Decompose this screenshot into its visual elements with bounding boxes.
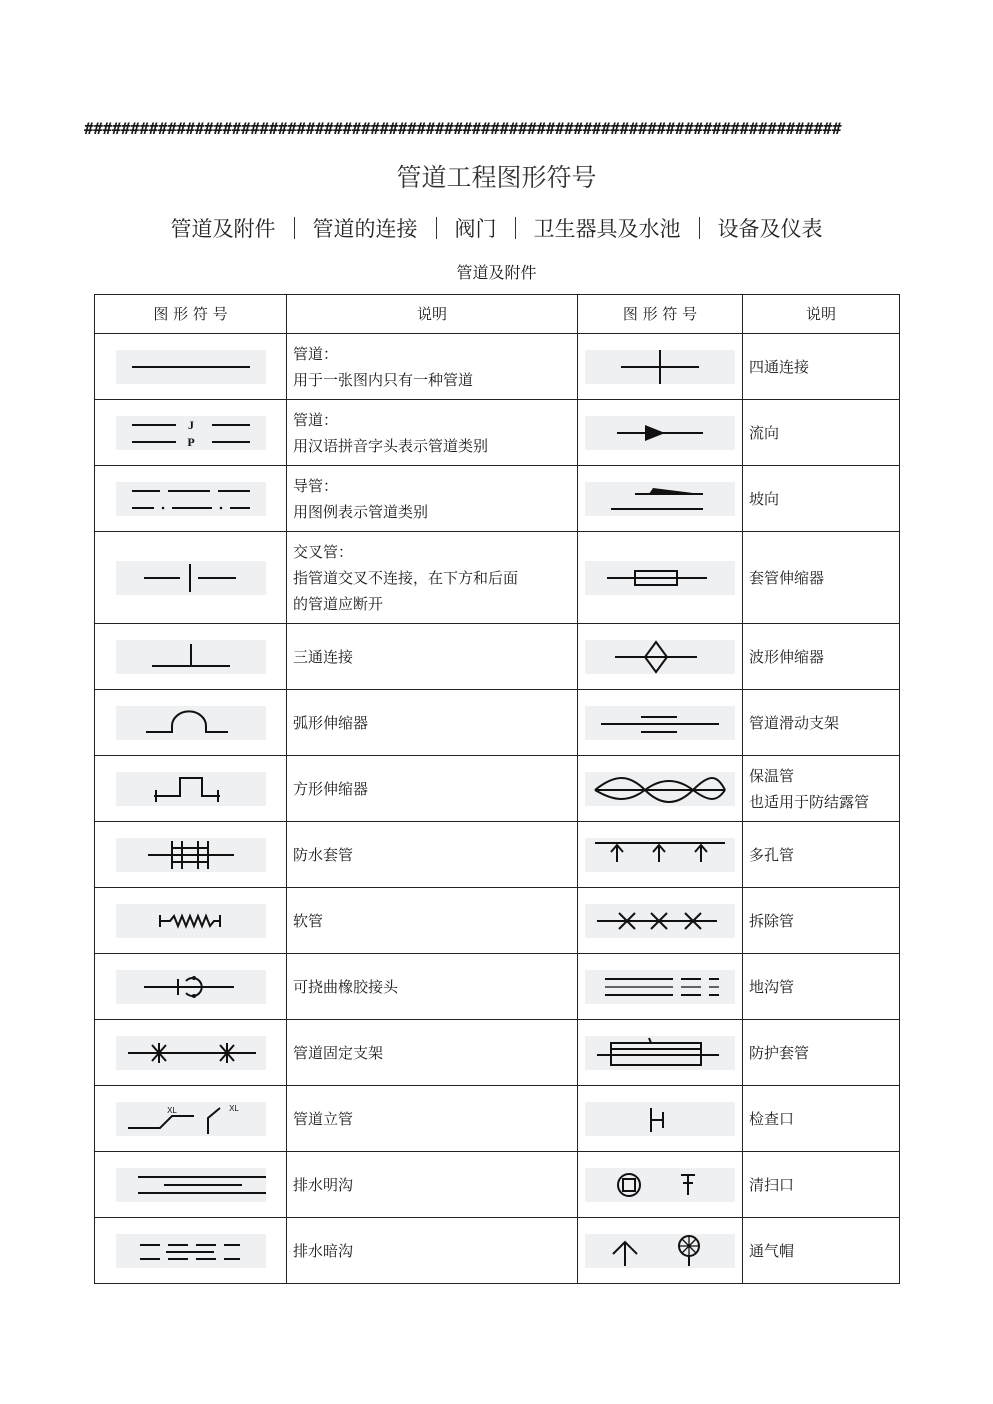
- nav-divider: [699, 217, 700, 239]
- symbol-cell: [95, 532, 287, 624]
- inspection-opening-icon: [585, 1102, 735, 1136]
- cleanout-icon: [585, 1168, 735, 1202]
- description-cell: [743, 532, 900, 624]
- description-cell: [287, 690, 578, 756]
- header-description: 说明: [287, 295, 578, 334]
- description-cell: [287, 334, 578, 400]
- description-line: 管道：: [293, 410, 339, 429]
- four-way-connection-icon: [585, 350, 735, 384]
- symbol-cell: [578, 1020, 743, 1086]
- symbol-cell: [578, 822, 743, 888]
- description-line: 管道立管: [293, 1109, 354, 1128]
- table-row: [95, 756, 900, 822]
- table-row: [95, 822, 900, 888]
- description-line: 多孔管: [749, 845, 795, 864]
- symbol-cell: [95, 822, 287, 888]
- table-row: [95, 334, 900, 400]
- vent-cap-icon: [585, 1234, 735, 1268]
- symbol-cell: [95, 466, 287, 532]
- table-row: [95, 466, 900, 532]
- table-row: [95, 690, 900, 756]
- waterproof-sleeve-icon: [116, 838, 266, 872]
- description-cell: [287, 466, 578, 532]
- sleeve-expansion-joint-icon: [585, 561, 735, 595]
- table-row: [95, 954, 900, 1020]
- description-cell: [287, 822, 578, 888]
- symbol-cell: [578, 756, 743, 822]
- flexible-rubber-joint-icon: [116, 970, 266, 1004]
- description-cell: [287, 532, 578, 624]
- fixed-support-icon: [116, 1036, 266, 1070]
- description-cell: [743, 954, 900, 1020]
- symbol-cell: [95, 1020, 287, 1086]
- section-subtitle: 管道及附件: [456, 263, 537, 282]
- symbol-cell: [578, 954, 743, 1020]
- description-line: 流向: [749, 423, 780, 442]
- description-line: 波形伸缩器: [749, 647, 825, 666]
- description-line: 坡向: [749, 489, 780, 508]
- description-line: 软管: [293, 911, 324, 930]
- description-cell: [743, 1218, 900, 1284]
- description-line: 防水套管: [293, 845, 354, 864]
- pipe-letter-type-icon: [116, 416, 266, 450]
- table-row: [95, 1152, 900, 1218]
- pipe-letter-j: J: [187, 417, 194, 432]
- tee-connection-icon: [116, 640, 266, 674]
- description-line: 地沟管: [749, 977, 795, 996]
- description-line: 管道固定支架: [293, 1043, 384, 1062]
- nav-sanitary-fixtures[interactable]: 卫生器具及水池: [533, 217, 681, 241]
- dismantled-pipe-icon: [585, 904, 735, 938]
- nav-pipe-connections[interactable]: 管道的连接: [312, 217, 418, 241]
- covered-drain-icon: [116, 1234, 266, 1268]
- table-row: [95, 1020, 900, 1086]
- description-line: 防护套管: [749, 1043, 810, 1062]
- description-line: 检查口: [749, 1109, 795, 1128]
- description-line: 的管道应断开: [293, 594, 384, 613]
- perforated-pipe-icon: [585, 838, 735, 872]
- symbol-cell: [95, 954, 287, 1020]
- description-cell: [287, 1086, 578, 1152]
- description-cell: [743, 1086, 900, 1152]
- trench-pipe-icon: [585, 970, 735, 1004]
- table-row: [95, 532, 900, 624]
- nav-valves[interactable]: 阀门: [454, 217, 497, 241]
- description-cell: [287, 624, 578, 690]
- nav-divider: [515, 217, 516, 239]
- square-expansion-joint-icon: [116, 772, 266, 806]
- table-row: [95, 400, 900, 466]
- symbol-cell: [95, 756, 287, 822]
- description-line: 通气帽: [749, 1241, 795, 1260]
- nav-equipment-instruments[interactable]: 设备及仪表: [717, 217, 823, 241]
- description-cell: [287, 756, 578, 822]
- description-cell: [743, 334, 900, 400]
- symbol-table: [94, 294, 900, 1284]
- symbol-cell: [95, 400, 287, 466]
- category-nav: [0, 212, 993, 246]
- symbol-cell: [578, 334, 743, 400]
- description-cell: [743, 756, 900, 822]
- description-cell: [287, 954, 578, 1020]
- description-line: 用图例表示管道类别: [293, 502, 429, 521]
- description-line: 管道：: [293, 344, 339, 363]
- flexible-hose-icon: [116, 904, 266, 938]
- symbol-cell: [95, 1218, 287, 1284]
- riser-mark-xl: XL: [228, 1103, 239, 1113]
- description-line: 用于一张图内只有一种管道: [293, 370, 474, 389]
- description-line: 排水暗沟: [293, 1241, 354, 1260]
- table-row: [95, 624, 900, 690]
- symbol-cell: [578, 400, 743, 466]
- description-cell: [743, 822, 900, 888]
- description-cell: [287, 888, 578, 954]
- description-line: 用汉语拼音字头表示管道类别: [293, 436, 489, 455]
- header-symbol: 图 形 符 号: [95, 295, 287, 334]
- nav-pipes-fittings[interactable]: 管道及附件: [170, 217, 276, 241]
- nav-divider: [294, 217, 295, 239]
- description-line: 四通连接: [749, 357, 810, 376]
- symbol-cell: [578, 690, 743, 756]
- symbol-cell: [95, 888, 287, 954]
- protective-sleeve-icon: [585, 1036, 735, 1070]
- hash-separator: ##################################################################################: [84, 119, 842, 138]
- description-line: 排水明沟: [293, 1175, 354, 1194]
- slope-direction-icon: [585, 482, 735, 516]
- description-line: 可挠曲橡胶接头: [293, 977, 399, 996]
- symbol-cell: [578, 466, 743, 532]
- symbol-cell: [95, 1086, 287, 1152]
- description-cell: [287, 1020, 578, 1086]
- description-line: 保温管: [749, 766, 795, 785]
- description-line: 管道滑动支架: [749, 713, 840, 732]
- description-line: 弧形伸缩器: [293, 713, 369, 732]
- description-line: 导管：: [293, 476, 339, 495]
- description-line: 清扫口: [749, 1175, 795, 1194]
- table-row: [95, 1086, 900, 1152]
- description-line: 指管道交叉不连接，在下方和后面: [293, 568, 519, 587]
- description-cell: [287, 1218, 578, 1284]
- description-cell: [743, 1020, 900, 1086]
- insulated-pipe-icon: [585, 772, 735, 806]
- description-line: 交叉管：: [293, 542, 354, 561]
- nav-divider: [436, 217, 437, 239]
- description-cell: [743, 888, 900, 954]
- description-cell: [287, 1152, 578, 1218]
- symbol-cell: [95, 334, 287, 400]
- description-cell: [743, 400, 900, 466]
- description-line: 方形伸缩器: [293, 779, 369, 798]
- pipe-letter-p: P: [186, 434, 195, 449]
- table-header-row: [95, 295, 900, 334]
- description-line: 拆除管: [749, 911, 795, 930]
- description-cell: [743, 1152, 900, 1218]
- description-line: 三通连接: [293, 647, 354, 666]
- table-row: [95, 1218, 900, 1284]
- description-cell: [743, 466, 900, 532]
- symbol-cell: [578, 888, 743, 954]
- symbol-cell: [578, 624, 743, 690]
- sliding-support-icon: [585, 706, 735, 740]
- description-cell: [743, 624, 900, 690]
- page-title: 管道工程图形符号: [396, 163, 597, 192]
- riser-pipe-icon: [116, 1102, 266, 1136]
- guide-pipe-icon: [116, 482, 266, 516]
- symbol-cell: [95, 690, 287, 756]
- symbol-cell: [95, 624, 287, 690]
- bellows-expansion-joint-icon: [585, 640, 735, 674]
- arc-expansion-joint-icon: [116, 706, 266, 740]
- description-cell: [287, 400, 578, 466]
- flow-direction-icon: [585, 416, 735, 450]
- symbol-cell: [578, 1086, 743, 1152]
- open-drain-icon: [116, 1168, 266, 1202]
- description-line: 也适用于防结露管: [749, 792, 870, 811]
- symbol-cell: [578, 1218, 743, 1284]
- symbol-cell: [95, 1152, 287, 1218]
- riser-mark-xl: XL: [166, 1105, 177, 1115]
- description-line: 套管伸缩器: [749, 568, 825, 587]
- header-description: 说明: [743, 295, 900, 334]
- table-row: [95, 888, 900, 954]
- crossing-pipe-icon: [116, 561, 266, 595]
- symbol-cell: [578, 532, 743, 624]
- symbol-cell: [578, 1152, 743, 1218]
- pipe-line-icon: [116, 350, 266, 384]
- description-cell: [743, 690, 900, 756]
- header-symbol: 图 形 符 号: [578, 295, 743, 334]
